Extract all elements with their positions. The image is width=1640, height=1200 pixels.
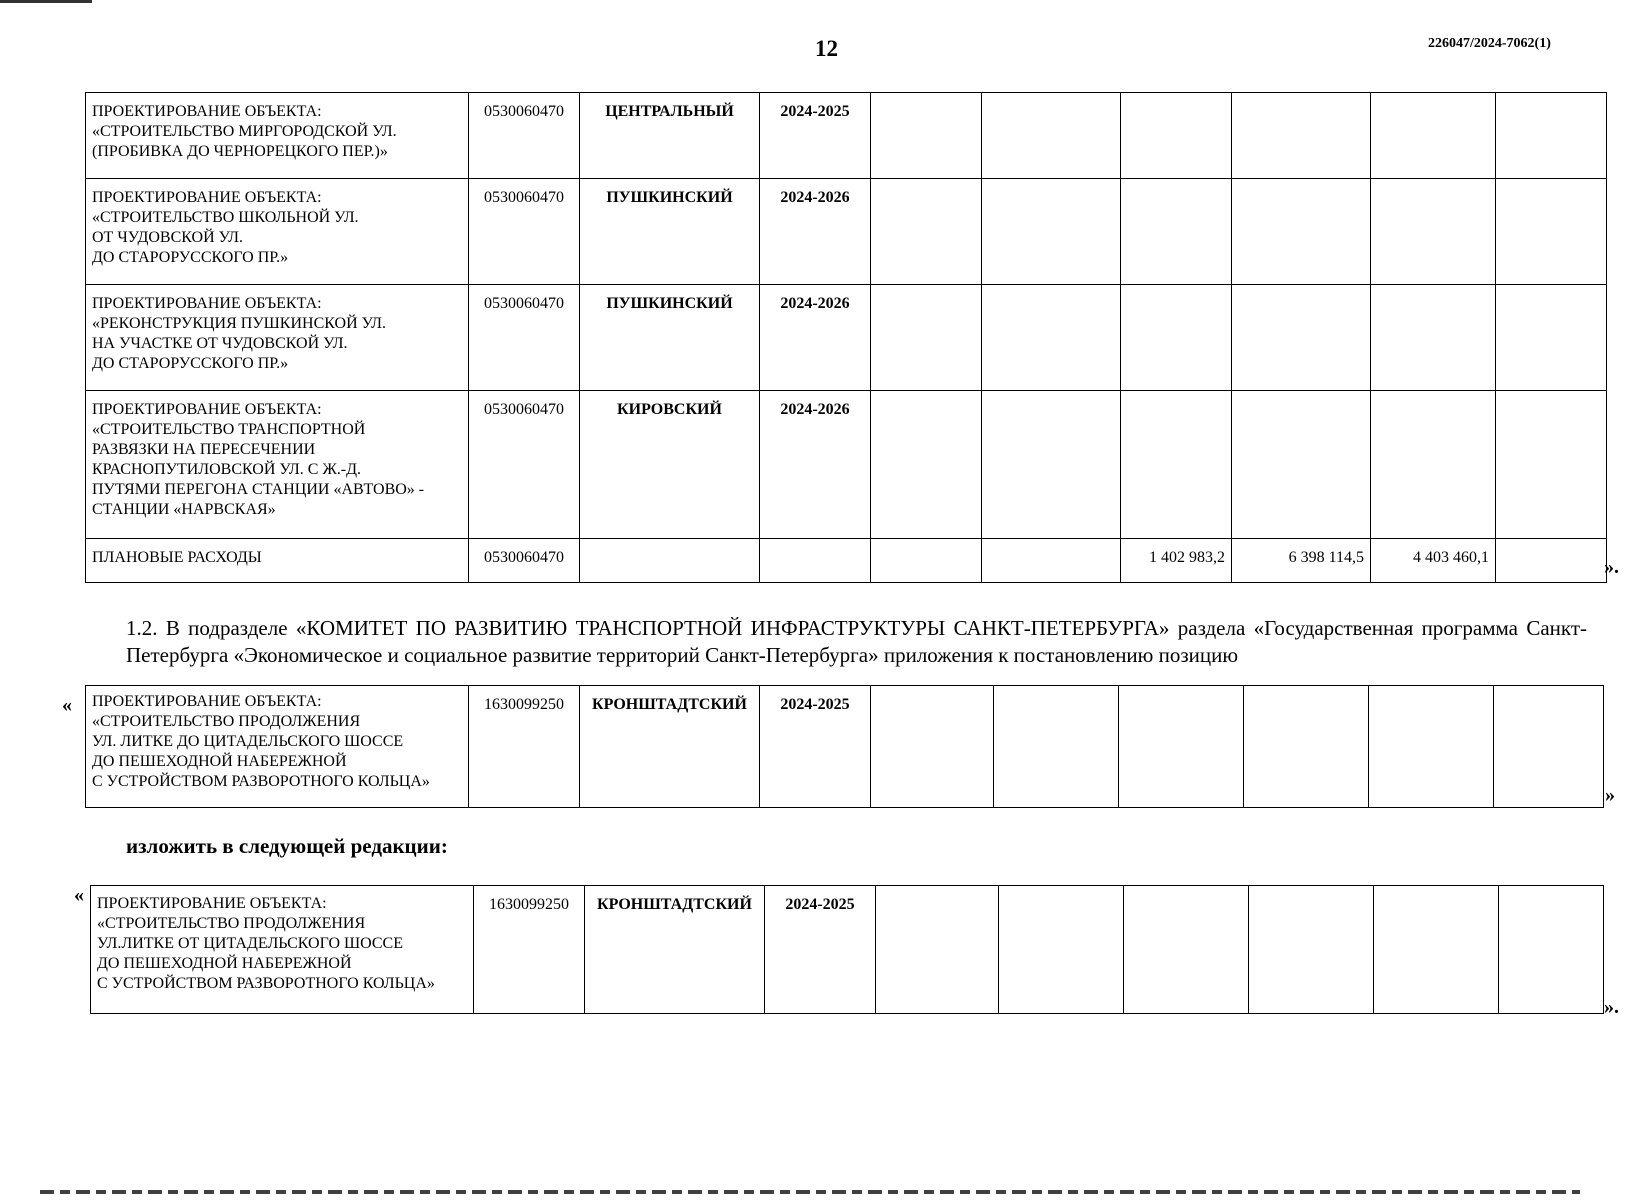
empty-cell <box>1374 886 1499 1014</box>
empty-cell <box>1124 886 1249 1014</box>
empty-cell <box>1496 179 1607 285</box>
code-cell: 1630099250 <box>469 686 580 808</box>
empty-cell <box>871 93 982 179</box>
empty-cell <box>876 886 999 1014</box>
object-name-cell: ПРОЕКТИРОВАНИЕ ОБЪЕКТА: «РЕКОНСТРУКЦИЯ ПУШКИНСКОЙ УЛ. НА УЧАСТКЕ ОТ ЧУДОВСКОЙ УЛ. ДО СТАРОРУССКОГО ПР.» <box>86 285 469 391</box>
period-cell: 2024-2025 <box>760 686 871 808</box>
table-row <box>86 285 1607 391</box>
empty-cell <box>982 285 1121 391</box>
closing-quote: ». <box>1604 556 1619 578</box>
table-row <box>91 886 1604 1014</box>
empty-cell <box>1121 391 1232 539</box>
empty-cell <box>1232 179 1371 285</box>
empty-cell <box>982 179 1121 285</box>
empty-cell <box>871 285 982 391</box>
code-cell: 0530060470 <box>469 539 580 583</box>
paragraph-1-2: 1.2. В подразделе «КОМИТЕТ ПО РАЗВИТИЮ ТРАНСПОРТНОЙ ИНФРАСТРУКТУРЫ САНКТ-ПЕТЕРБУРГА» раздела «Государственная программа Санкт-Петербурга «Экономическое и социальное развитие территорий Санкт-Петербурга» приложения к постановлению позицию <box>126 616 1587 667</box>
empty-cell <box>999 886 1124 1014</box>
district-cell: КРОНШТАДТСКИЙ <box>585 886 765 1014</box>
object-name-cell: ПРОЕКТИРОВАНИЕ ОБЪЕКТА: «СТРОИТЕЛЬСТВО ТРАНСПОРТНОЙ РАЗВЯЗКИ НА ПЕРЕСЕЧЕНИИ КРАСНОПУТИЛОВСКОЙ УЛ. С Ж.-Д. ПУТЯМИ ПЕРЕГОНА СТАНЦИИ «АВТОВО» - СТАНЦИИ «НАРВСКАЯ» <box>86 391 469 539</box>
code-cell: 0530060470 <box>469 179 580 285</box>
empty-cell <box>982 391 1121 539</box>
table-row <box>86 179 1607 285</box>
code-cell: 0530060470 <box>469 285 580 391</box>
empty-cell <box>871 686 994 808</box>
code-cell: 0530060470 <box>469 391 580 539</box>
empty-cell <box>1496 93 1607 179</box>
empty-cell <box>580 539 760 583</box>
district-cell: ПУШКИНСКИЙ <box>580 285 760 391</box>
empty-cell <box>1496 391 1607 539</box>
object-name-cell: ПРОЕКТИРОВАНИЕ ОБЪЕКТА: «СТРОИТЕЛЬСТВО ПРОДОЛЖЕНИЯ УЛ. ЛИТКЕ ДО ЦИТАДЕЛЬСКОГО ШОССЕ ДО ПЕШЕХОДНОЙ НАБЕРЕЖНОЙ С УСТРОЙСТВОМ РАЗВОРОТНОГО КОЛЬЦА» <box>86 686 469 808</box>
empty-cell <box>1232 93 1371 179</box>
object-name-cell: ПРОЕКТИРОВАНИЕ ОБЪЕКТА: «СТРОИТЕЛЬСТВО ШКОЛЬНОЙ УЛ. ОТ ЧУДОВСКОЙ УЛ. ДО СТАРОРУССКОГО ПР.» <box>86 179 469 285</box>
empty-cell <box>1371 179 1496 285</box>
empty-cell <box>1496 285 1607 391</box>
empty-cell <box>871 179 982 285</box>
amount-cell: 1 402 983,2 <box>1121 539 1232 583</box>
empty-cell <box>1232 285 1371 391</box>
table-row <box>86 93 1607 179</box>
empty-cell <box>871 539 982 583</box>
object-name-cell: ПРОЕКТИРОВАНИЕ ОБЪЕКТА: «СТРОИТЕЛЬСТВО МИРГОРОДСКОЙ УЛ. (ПРОБИВКА ДО ЧЕРНОРЕЦКОГО ПЕР.)» <box>86 93 469 179</box>
empty-cell <box>1369 686 1494 808</box>
old-position-table <box>85 685 1604 808</box>
period-cell: 2024-2026 <box>760 179 871 285</box>
page-number: 12 <box>815 36 838 61</box>
empty-cell <box>1232 391 1371 539</box>
code-cell: 1630099250 <box>474 886 585 1014</box>
table-row <box>86 539 1607 583</box>
district-cell: КРОНШТАДТСКИЙ <box>580 686 760 808</box>
opening-quote: « <box>62 694 72 716</box>
amount-cell: 6 398 114,5 <box>1232 539 1371 583</box>
closing-quote: » <box>1605 784 1615 806</box>
table-row <box>86 686 1604 808</box>
empty-cell <box>1371 391 1496 539</box>
district-cell: КИРОВСКИЙ <box>580 391 760 539</box>
closing-quote: ». <box>1604 996 1619 1018</box>
period-cell: 2024-2025 <box>765 886 876 1014</box>
empty-cell <box>1494 686 1604 808</box>
district-cell: ПУШКИНСКИЙ <box>580 179 760 285</box>
empty-cell <box>1119 686 1244 808</box>
empty-cell <box>1371 285 1496 391</box>
empty-cell <box>871 391 982 539</box>
empty-cell <box>982 539 1121 583</box>
empty-cell <box>1121 179 1232 285</box>
code-cell: 0530060470 <box>469 93 580 179</box>
period-cell: 2024-2025 <box>760 93 871 179</box>
document-id: 226047/2024-7062(1) <box>1428 36 1551 51</box>
empty-cell <box>982 93 1121 179</box>
empty-cell <box>1499 886 1604 1014</box>
table-row <box>86 391 1607 539</box>
scan-artifact-bottom <box>40 1190 1580 1194</box>
main-table <box>85 92 1607 583</box>
scan-artifact-top <box>0 0 92 3</box>
empty-cell <box>1121 285 1232 391</box>
empty-cell <box>1249 886 1374 1014</box>
district-cell: ЦЕНТРАЛЬНЫЙ <box>580 93 760 179</box>
empty-cell <box>1371 93 1496 179</box>
empty-cell <box>1121 93 1232 179</box>
empty-cell <box>1244 686 1369 808</box>
object-name-cell: ПРОЕКТИРОВАНИЕ ОБЪЕКТА: «СТРОИТЕЛЬСТВО ПРОДОЛЖЕНИЯ УЛ.ЛИТКЕ ОТ ЦИТАДЕЛЬСКОГО ШОССЕ ДО ПЕШЕХОДНОЙ НАБЕРЕЖНОЙ С УСТРОЙСТВОМ РАЗВОРОТНОГО КОЛЬЦА» <box>91 886 474 1014</box>
empty-cell <box>1496 539 1607 583</box>
new-position-table <box>90 885 1604 1014</box>
amount-cell: 4 403 460,1 <box>1371 539 1496 583</box>
planned-expenses-label: ПЛАНОВЫЕ РАСХОДЫ <box>86 539 469 583</box>
opening-quote: « <box>74 884 84 906</box>
empty-cell <box>994 686 1119 808</box>
period-cell: 2024-2026 <box>760 285 871 391</box>
instruction-text: изложить в следующей редакции: <box>126 834 448 858</box>
period-cell: 2024-2026 <box>760 391 871 539</box>
empty-cell <box>760 539 871 583</box>
